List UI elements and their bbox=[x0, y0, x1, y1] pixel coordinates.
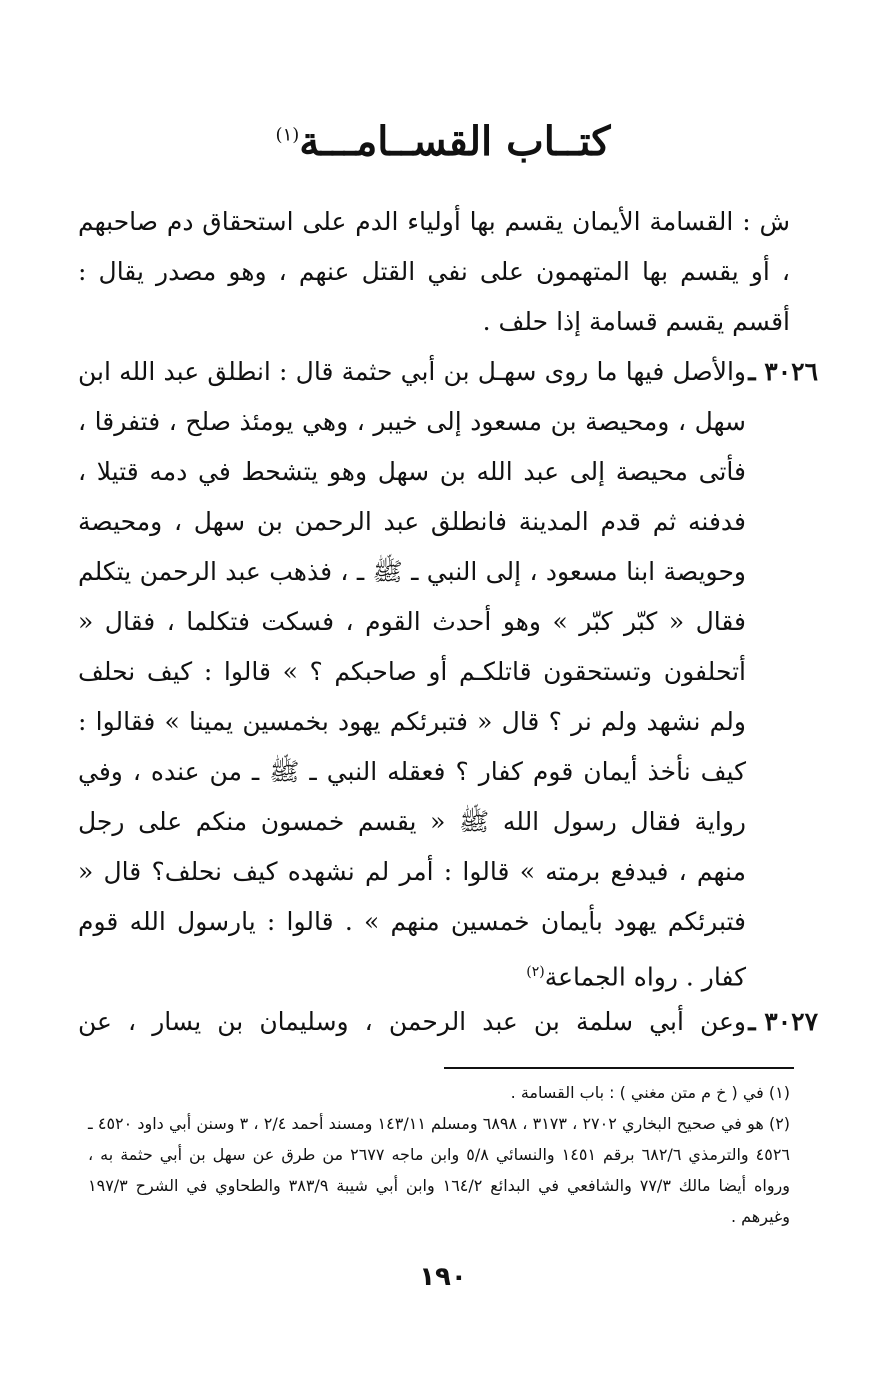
chapter-title-text: كتــاب القســامـــة bbox=[299, 118, 611, 165]
hadith-3027 bbox=[78, 997, 818, 1047]
hadith-text: والأصل فيها ما روى سهـل بن أبي حثمة قال : انطلق عبد الله ابن سهل ، ومحيصة بن مسعود إلى خيبر ، وهي يومئذ صلح ، فتفرقا ، فأتى محيصة إلى عبد الله بن سهل وهو يتشحط في دمه قتيلا ، فدفنه ثم قدم المدينة فانطلق عبد الرحمن بن سهل ، ومحيصة وحويصة ابنا مسعود ، إلى النبي ـ ﷺ ـ ، فذهب عبد الرحمن يتكلم فقال « كبّر كبّر » وهو أحدث القوم ، فسكت فتكلما ، فقال « أتحلفون وتستحقون قاتلكـم أو صاحبكم ؟ » قالوا : كيف نحلف ولم نشهد ولم نر ؟ قال « فتبرئكم يهود بخمسين يمينا » فقالوا : كيف نأخذ أيمان قوم كفار ؟ فعقله النبي ـ ﷺ ـ من عنده ، وفي رواية فقال رسول الله ﷺ « يقسم خمسون منكم على رجل منهم ، فيدفع برمته » قالوا : أمر لم نشهده كيف نحلف؟ قال « فتبرئكم يهود بأيمان خمسين منهم » . قالوا : يارسول الله قوم كفار . رواه الجماعة bbox=[78, 357, 746, 992]
footnote-1: (١) في ( خ م متن مغني ) : باب القسامة . bbox=[510, 1083, 790, 1102]
hadith-text-container bbox=[78, 347, 746, 1002]
footnote-divider bbox=[444, 1067, 794, 1069]
footnote-marker: (١) bbox=[275, 124, 300, 146]
footnote-marker: (٢) bbox=[526, 964, 545, 980]
footnotes bbox=[88, 1077, 790, 1232]
page-number: ١٩٠ bbox=[419, 1262, 467, 1292]
footnote-2: (٢) هو في صحيح البخاري ٢٧٠٢ ، ٣١٧٣ ، ٦٨٩٨ ومسلم ١٤٣/١١ ومسند أحمد ٢/٤ ، ٣ وسنن أبي داود ٤٥٢٠ ـ ٤٥٢٦ والترمذي ٦٨٢/٦ برقم ١٤٥١ والنسائي ٥/٨ وابن ماجه ٢٦٧٧ من طرق عن سهل بن أبي حثمة به ، ورواه أيضا مالك ٧٧/٣ والشافعي في البدائع ١٦٤/٢ وابن أبي شيبة ٣٨٣/٩ والطحاوي في الشرح ١٩٧/٣ وغيرهم . bbox=[88, 1114, 791, 1226]
chapter-title bbox=[0, 118, 886, 165]
hadith-number: ٣٠٢٦ ـ bbox=[748, 357, 818, 386]
intro-paragraph: ش : القسامة الأيمان يقسم بها أولياء الدم على استحقاق دم صاحبهم ، أو يقسم بها المتهمون على نفي القتل عنهم ، وهو مصدر يقال : أقسم يقسم قسامة إذا حلف . bbox=[78, 207, 790, 336]
hadith-3026 bbox=[78, 347, 818, 1002]
hadith-text: وعن أبي سلمة بن عبد الرحمن ، وسليمان بن يسار ، عن bbox=[78, 1007, 746, 1036]
hadith-number: ٣٠٢٧ ـ bbox=[748, 1007, 818, 1036]
